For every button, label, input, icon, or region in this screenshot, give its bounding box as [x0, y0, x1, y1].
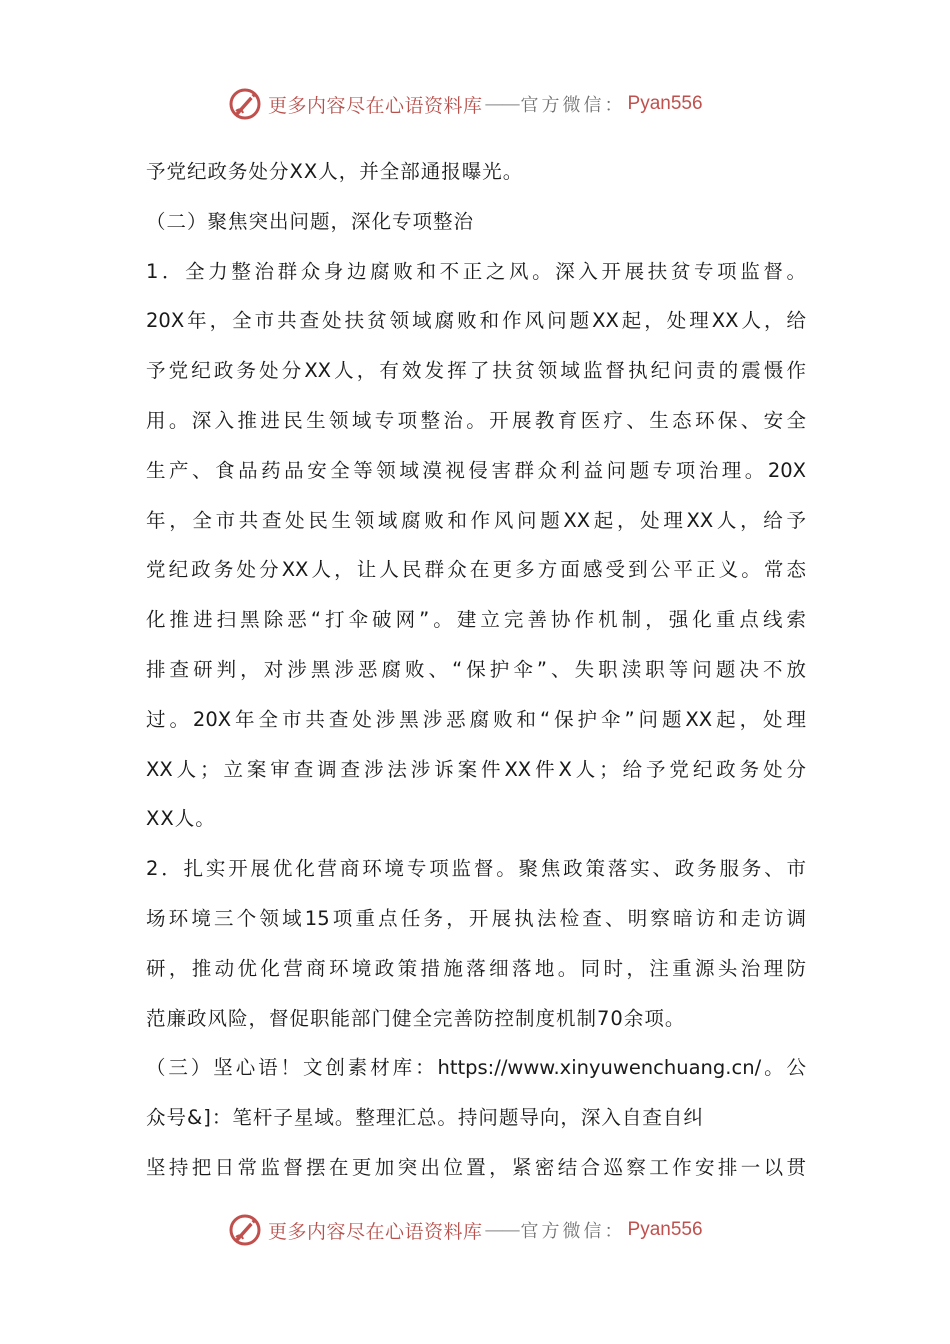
text-line: 予党纪政务处分XX人，并全部通报曝光。: [146, 160, 524, 183]
text-line: 党纪政务处分XX人，让人民群众在更多方面感受到公平正义。常态: [146, 558, 806, 582]
banner-dash: ——: [484, 93, 519, 115]
text-line: 1．全力整治群众身边腐败和不正之风。深入开展扶贫专项监督。: [146, 259, 806, 283]
header-banner[interactable]: [228, 84, 748, 124]
section-heading: （二）聚焦突出问题，深化专项整治: [146, 209, 475, 233]
banner-official-label: 官方微信：: [520, 95, 626, 116]
text-line: 坚持把日常监督摆在更加突出位置，紧密结合巡察工作安排一以贯: [146, 1155, 806, 1179]
text-line: 化推进扫黑除恶“打伞破网”。建立完善协作机制，强化重点线索: [146, 608, 806, 632]
text-line: 年，全市共查处民生领域腐败和作风问题XX起，处理XX人，给予: [146, 508, 806, 532]
text-line: 研，推动优化营商环境政策措施落细落地。同时，注重源头治理防: [146, 956, 806, 980]
footer-banner[interactable]: [228, 1210, 748, 1250]
pen-logo-icon: [228, 87, 262, 121]
document-body: [146, 147, 806, 1193]
text-line: XX人；立案审查调查涉法涉诉案件XX件X人；给予党纪政务处分: [146, 757, 806, 781]
section-heading: （三）坚心语！文创素材库：https://www.xinyuwenchuang.cn/。公: [146, 1056, 806, 1080]
banner-dash: ——: [484, 1219, 519, 1241]
text-line: 范廉政风险，督促职能部门健全完善防控制度机制70余项。: [146, 1006, 686, 1030]
text-line: 生产、食品药品安全等领域漠视侵害群众利益问题专项治理。20X: [146, 458, 806, 482]
banner-wechat-id: Pyan556: [627, 1219, 703, 1240]
banner-site-text: 更多内容尽在心语资料库: [268, 94, 483, 117]
banner-wechat-id: Pyan556: [627, 93, 703, 114]
text-line: 2．扎实开展优化营商环境专项监督。聚焦政策落实、政务服务、市: [146, 857, 806, 881]
text-line: 用。深入推进民生领域专项整治。开展教育医疗、生态环保、安全: [146, 408, 806, 432]
pen-logo-icon: [228, 1213, 262, 1247]
text-line: 过。20X年全市共查处涉黑涉恶腐败和“保护伞”问题XX起，处理: [146, 707, 806, 731]
text-line: 众号&]：笔杆子星域。整理汇总。持问题导向，深入自查自纠: [146, 1106, 704, 1130]
text-line: 场环境三个领域15项重点任务，开展执法检查、明察暗访和走访调: [146, 906, 806, 930]
text-line: 排查研判，对涉黑涉恶腐败、“保护伞”、失职渎职等问题决不放: [146, 657, 806, 681]
banner-site-text: 更多内容尽在心语资料库: [268, 1220, 483, 1243]
text-line: XX人。: [146, 807, 216, 831]
banner-official-label: 官方微信：: [520, 1221, 626, 1242]
text-line: 予党纪政务处分XX人，有效发挥了扶贫领域监督执纪问责的震慑作: [146, 359, 806, 383]
text-line: 20X年，全市共查处扶贫领域腐败和作风问题XX起，处理XX人，给: [146, 309, 806, 333]
